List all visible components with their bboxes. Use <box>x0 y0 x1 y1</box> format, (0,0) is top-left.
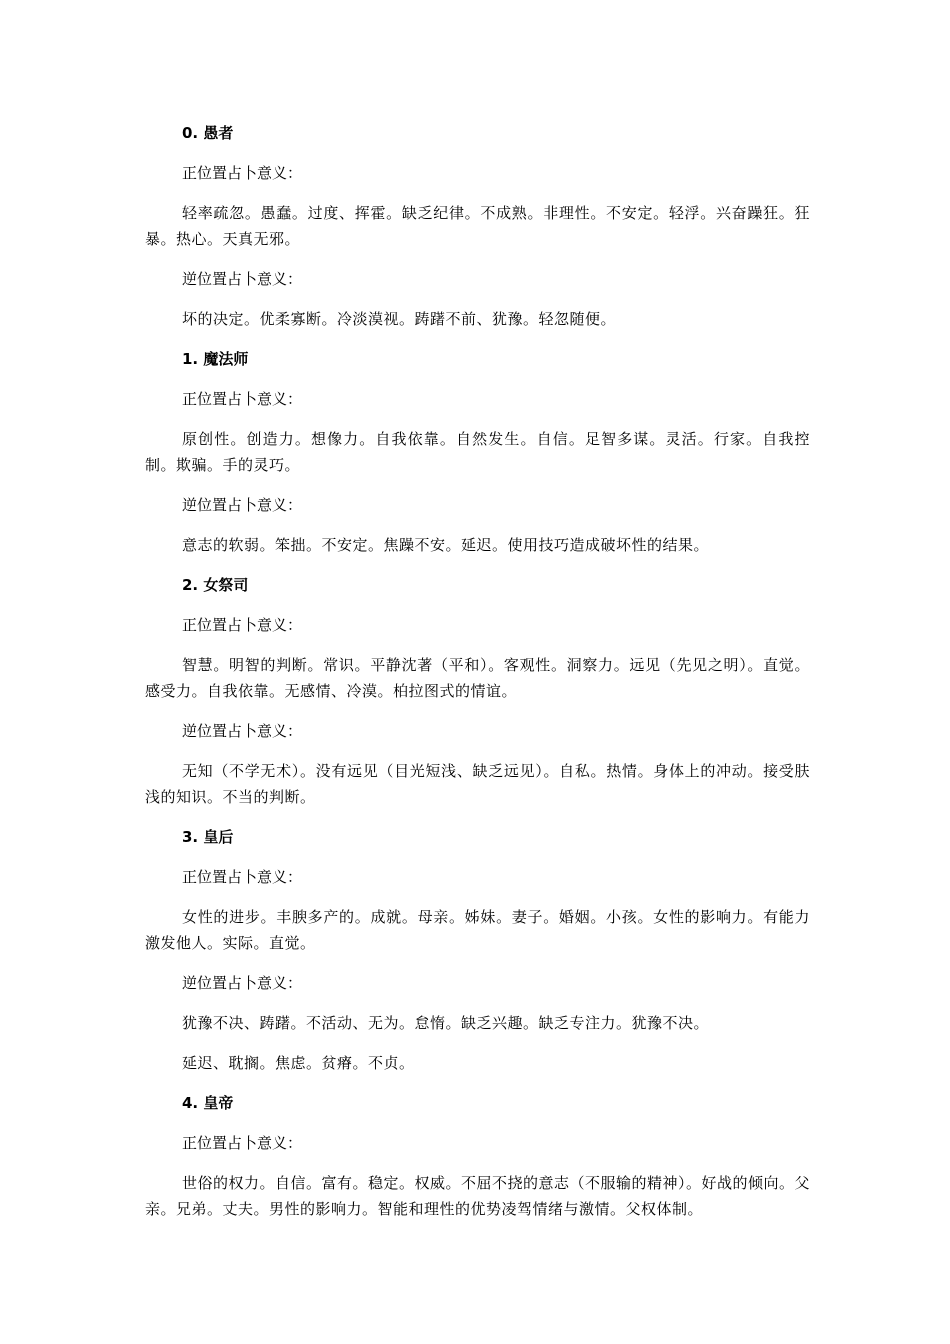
section-heading-high-priestess: 2. 女祭司 <box>182 576 249 594</box>
reversed-meaning: 意志的软弱。笨拙。不安定。焦躁不安。延迟。使用技巧造成破坏性的结果。 <box>182 536 710 554</box>
upright-meaning: 智慧。明智的判断。常识。平静沈著（平和）。客观性。洞察力。远见（先见之明）。直觉。感受力。自我依靠。无感情、冷漠。柏拉图式的情谊。 <box>145 656 810 700</box>
reversed-label: 逆位置占卜意义： <box>182 270 303 288</box>
upright-label: 正位置占卜意义： <box>182 868 303 886</box>
upright-label: 正位置占卜意义： <box>182 616 303 634</box>
reversed-label: 逆位置占卜意义： <box>182 722 303 740</box>
reversed-label: 逆位置占卜意义： <box>182 496 303 514</box>
reversed-label: 逆位置占卜意义： <box>182 974 303 992</box>
section-heading-empress: 3. 皇后 <box>182 828 234 846</box>
upright-label: 正位置占卜意义： <box>182 390 303 408</box>
document-page <box>145 120 810 1236</box>
section-heading-magician: 1. 魔法师 <box>182 350 249 368</box>
section-heading-fool: 0. 愚者 <box>182 124 234 142</box>
upright-label: 正位置占卜意义： <box>182 164 303 182</box>
upright-meaning: 原创性。创造力。想像力。自我依靠。自然发生。自信。足智多谋。灵活。行家。自我控制。欺骗。手的灵巧。 <box>145 430 810 474</box>
reversed-meaning: 坏的决定。优柔寡断。冷淡漠视。踌躇不前、犹豫。轻忽随便。 <box>182 310 617 328</box>
upright-label: 正位置占卜意义： <box>182 1134 303 1152</box>
upright-meaning: 女性的进步。丰腴多产的。成就。母亲。姊妹。妻子。婚姻。小孩。女性的影响力。有能力激发他人。实际。直觉。 <box>145 908 810 952</box>
reversed-meaning: 犹豫不决、踌躇。不活动、无为。怠惰。缺乏兴趣。缺乏专注力。犹豫不决。 <box>182 1014 710 1032</box>
upright-meaning: 轻率疏忽。愚蠢。过度、挥霍。缺乏纪律。不成熟。非理性。不安定。轻浮。兴奋躁狂。狂暴。热心。天真无邪。 <box>145 204 810 248</box>
reversed-meaning-continued: 延迟、耽搁。焦虑。贫瘠。不贞。 <box>182 1054 415 1072</box>
section-heading-emperor: 4. 皇帝 <box>182 1094 234 1112</box>
upright-meaning: 世俗的权力。自信。富有。稳定。权威。不屈不挠的意志（不服输的精神）。好战的倾向。父亲。兄弟。丈夫。男性的影响力。智能和理性的优势凌驾情绪与激情。父权体制。 <box>145 1174 811 1218</box>
reversed-meaning: 无知（不学无术）。没有远见（目光短浅、缺乏远见）。自私。热情。身体上的冲动。接受肤浅的知识。不当的判断。 <box>145 762 810 806</box>
